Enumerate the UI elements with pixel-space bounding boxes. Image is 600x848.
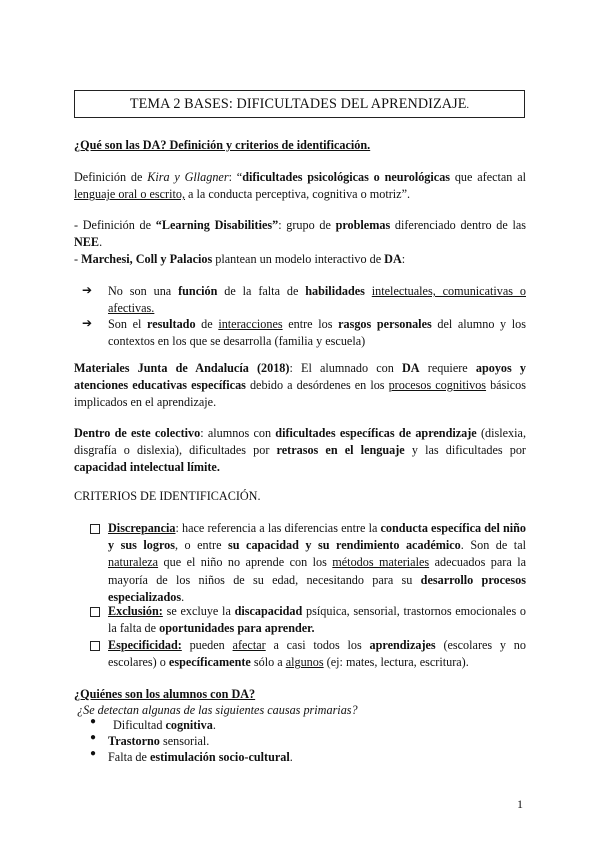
question-text: ¿Se detectan algunas de las siguientes causas primarias? — [77, 703, 358, 717]
document-title: TEMA 2 BASES: DIFICULTADES DEL APRENDIZAJE. — [129, 95, 470, 112]
learning-disabilities-paragraph: - Definición de “Learning Disabilities”: grupo de problemas diferenciado dentro de las NEE. — [74, 218, 526, 250]
criterion-discrepancia: Discrepancia: hace referencia a las diferencias entre la conducta específica del niño y sus logros, o entre su capacidad y su rendimiento académico. Son de tal naturaleza que el niño no aprende con los métodos materiales adecuados para la mayoría de los niños de su edad, necesitando para su desarrollo procesos especializados. — [108, 521, 527, 604]
list-item: Falta de estimulación socio-cultural. — [108, 750, 293, 764]
page-number: 1 — [517, 797, 523, 811]
bullet-dot-icon: ● — [89, 732, 97, 743]
colectivo-paragraph: Dentro de este colectivo: alumnos con dificultades específicas de aprendizaje (dislexia, disgrafía o dislexia), dificultades por retrasos en el lenguaje y las dificultades por capacidad intelectual límite. — [74, 426, 526, 475]
junta-paragraph: Materiales Junta de Andalucía (2018): El alumnado con DA requiere apoyos y atenciones educativas específicas debido a desórdenes en los procesos cognitivos básicos implicados en el aprendizaje. — [74, 361, 527, 410]
bullet-dot-icon: ● — [89, 716, 97, 727]
checkbox-icon — [90, 524, 100, 534]
list-item: Trastorno sensorial. — [108, 734, 210, 748]
criterion-especificidad: Especificidad: pueden afectar a casi todos los aprendizajes (escolares y no escolares) o específicamente sólo a algunos (ej: mates, lectura, escritura). — [108, 638, 526, 670]
section-heading-definition: ¿Qué son las DA? Definición y criterios de identificación. — [74, 138, 371, 152]
title-box — [74, 90, 525, 118]
section-heading-alumnos: ¿Quiénes son los alumnos con DA? — [74, 687, 256, 701]
section-heading-criterios: CRITERIOS DE IDENTIFICACIÓN. — [74, 489, 261, 503]
list-item: No son una función de la falta de habilidades intelectuales, comunicativas o afectivas. — [108, 284, 526, 316]
list-item: Dificultad cognitiva. — [113, 718, 216, 732]
arrow-bullet-icon: ➔ — [81, 316, 93, 330]
checkbox-icon — [90, 641, 100, 651]
marchesi-paragraph: - Marchesi, Coll y Palacios plantean un modelo interactivo de DA: — [74, 252, 406, 266]
definition-paragraph: Definición de Kira y Gllagner: “dificultades psicológicas o neurológicas que afectan al lenguaje oral o escrito, a la conducta perceptiva, cognitiva o motriz”. — [74, 170, 526, 202]
criterion-exclusion: Exclusión: se excluye la discapacidad psíquica, sensorial, trastornos emocionales o la falta de oportunidades para aprender. — [108, 604, 527, 636]
list-item: Son el resultado de interacciones entre los rasgos personales del alumno y los contextos en los que se desarrolla (familia y escuela) — [108, 317, 526, 349]
bullet-dot-icon: ● — [89, 748, 97, 759]
arrow-bullet-icon: ➔ — [81, 283, 93, 297]
checkbox-icon — [90, 607, 100, 617]
